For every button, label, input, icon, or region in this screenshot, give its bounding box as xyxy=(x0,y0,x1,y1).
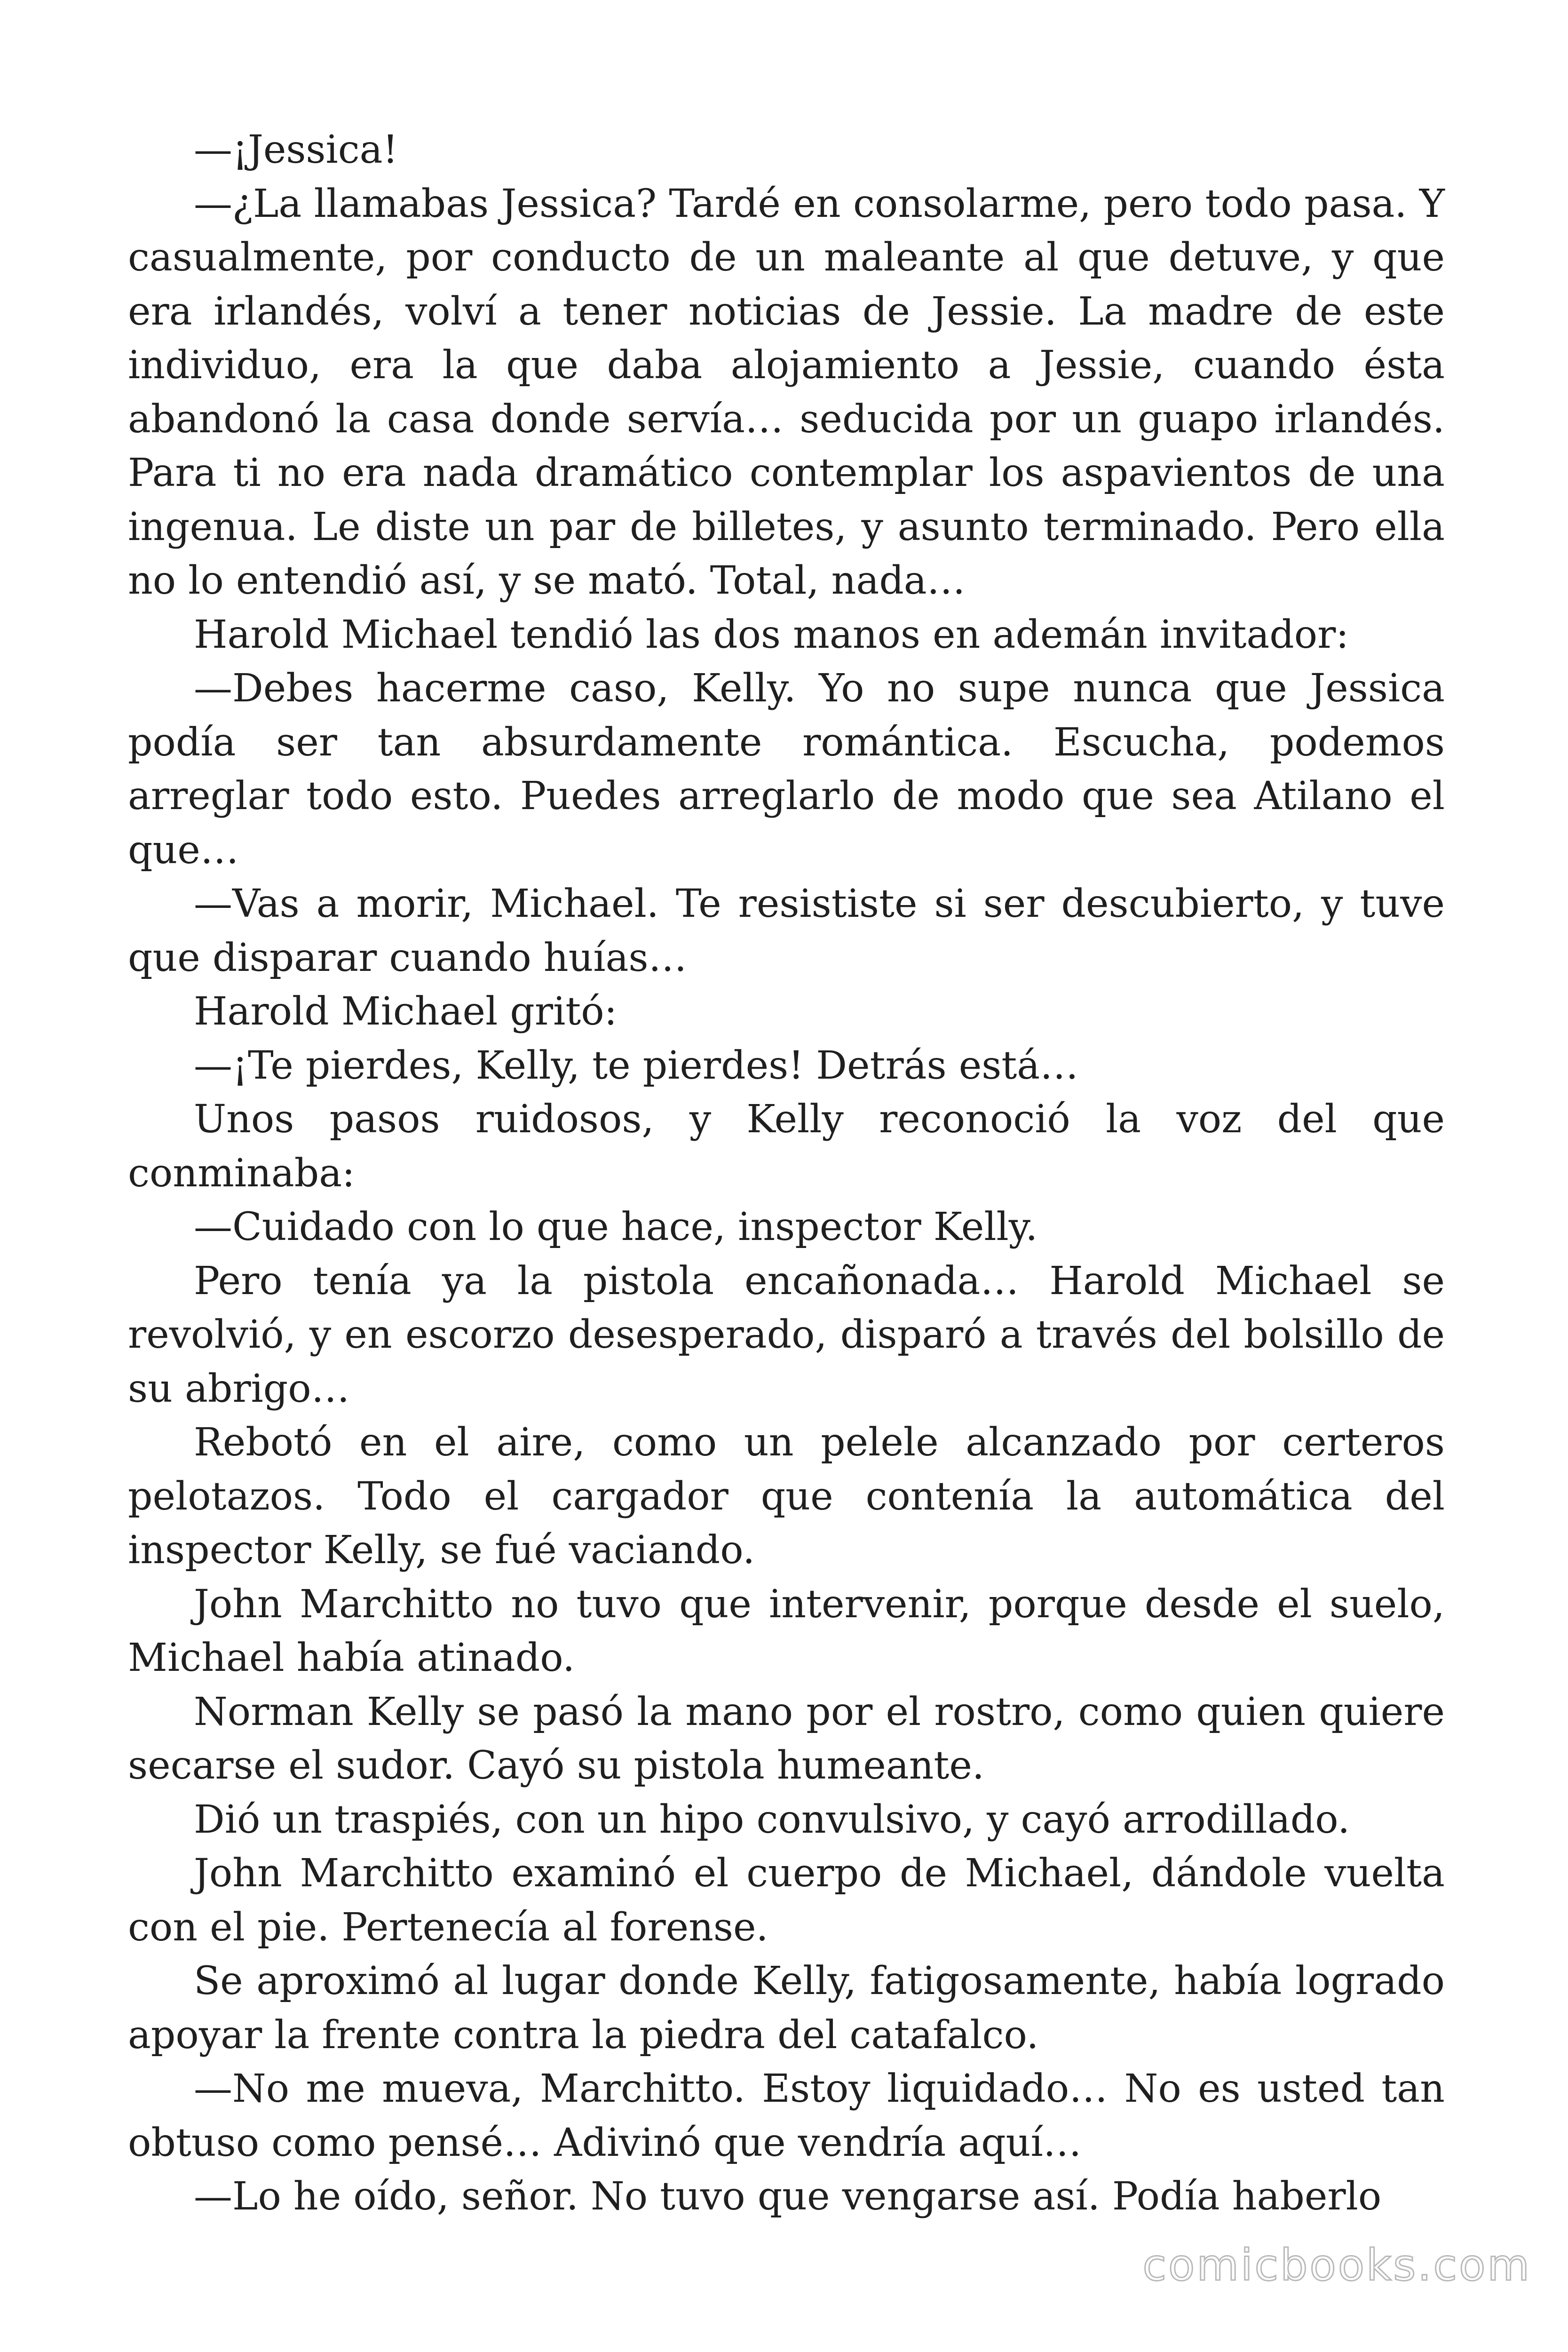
paragraph: —¡Jessica! xyxy=(194,127,398,172)
paragraph: Se aproximó al lugar donde Kelly, fatigosamente, había logrado apoyar la frente contra la piedra del catafalco. xyxy=(128,1959,1445,2058)
paragraph: Unos pasos ruidosos, y Kelly reconoció la voz del que conminaba: xyxy=(128,1097,1445,1196)
body-text xyxy=(128,123,1445,2224)
paragraph: John Marchitto examinó el cuerpo de Michael, dándole vuelta con el pie. Pertenecía al forense. xyxy=(128,1851,1445,1950)
paragraph: —¡Te pierdes, Kelly, te pierdes! Detrás está… xyxy=(194,1043,1079,1088)
paragraph: John Marchitto no tuvo que intervenir, porque desde el suelo, Michael había atinado. xyxy=(128,1581,1445,1680)
paragraph: —Lo he oído, señor. No tuvo que vengarse así. Podía haberlo xyxy=(194,2174,1382,2219)
paragraph: Rebotó en el aire, como un pelele alcanzado por certeros pelotazos. Todo el cargador que contenía la automática del inspector Kelly, se fué vaciando. xyxy=(128,1420,1445,1573)
paragraph: Dió un traspiés, con un hipo convulsivo, y cayó arrodillado. xyxy=(194,1797,1350,1842)
paragraph: —No me mueva, Marchitto. Estoy liquidado… No es usted tan obtuso como pensé… Adivinó que vendría aquí… xyxy=(128,2066,1445,2165)
watermark-text: comicbooks.com xyxy=(1142,2240,1531,2290)
paragraph: Norman Kelly se pasó la mano por el rostro, como quien quiere secarse el sudor. Cayó su pistola humeante. xyxy=(128,1689,1445,1788)
paragraph: —Debes hacerme caso, Kelly. Yo no supe nunca que Jessica podía ser tan absurdamente romántica. Escucha, podemos arreglar todo esto. Puedes arreglarlo de modo que sea Atilano el que… xyxy=(128,666,1445,873)
paragraph: —Vas a morir, Michael. Te resististe si ser descubierto, y tuve que disparar cuando huías… xyxy=(128,882,1445,980)
paragraph: Pero tenía ya la pistola encañonada… Harold Michael se revolvió, y en escorzo desesperado, disparó a través del bolsillo de su abrigo… xyxy=(128,1258,1445,1411)
paragraph: —Cuidado con lo que hace, inspector Kelly. xyxy=(194,1205,1038,1249)
paragraph: Harold Michael tendió las dos manos en ademán invitador: xyxy=(194,612,1349,657)
paragraph: Harold Michael gritó: xyxy=(194,989,618,1034)
paragraph: —¿La llamabas Jessica? Tardé en consolarme, pero todo pasa. Y casualmente, por conducto de un maleante al que detuve, y que era irlandés, volví a tener noticias de Jessie. La madre de este individuo, era la que daba alojamiento a Jessie, cuando ésta abandonó la casa donde servía… seducida por un guapo irlandés. Para ti no era nada dramático contemplar los aspavientos de una ingenua. Le diste un par de billetes, y asunto terminado. Pero ella no lo entendió así, y se mató. Total, nada… xyxy=(128,181,1445,603)
